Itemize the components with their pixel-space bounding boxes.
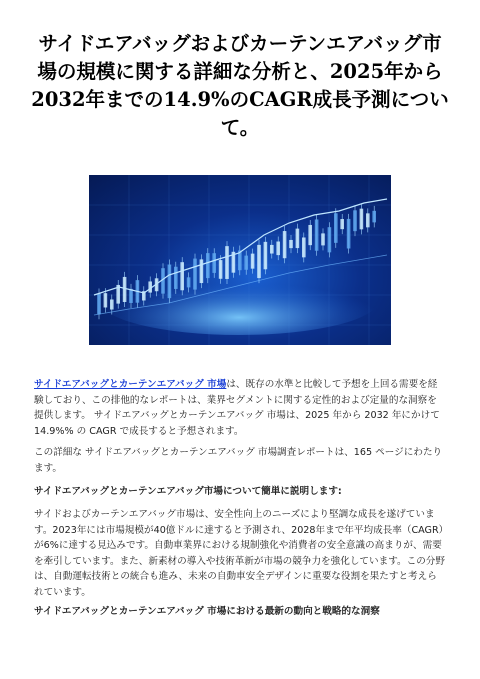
candle-body	[289, 240, 293, 248]
candle-body	[302, 237, 306, 257]
chart-illustration-svg	[89, 175, 391, 345]
pages-note-paragraph: この詳細な サイドエアバッグとカーテンエアバッグ 市場調査レポートは、165 ページにわたります。	[34, 447, 443, 474]
candle-body	[340, 219, 344, 229]
candle-body	[123, 277, 127, 302]
candle-body	[296, 229, 300, 248]
intro-paragraph	[34, 377, 446, 439]
candle-body	[366, 213, 370, 227]
candle-body	[180, 262, 184, 290]
candle-body	[219, 260, 223, 279]
candle-body	[347, 219, 351, 249]
candle-body	[360, 209, 364, 230]
candle-body	[174, 267, 178, 289]
candle-body	[244, 256, 248, 270]
overview-paragraph: サイドおよびカーテンエアバッグ市場は、安全性向上のニーズにより堅調な成長を遂げています。2023年には市場規模が40億ドルに達すると予測され、2028年まで年平均成長率（CAGR）が6%に達する見込みです。自動車業界における規制強化や消費者の安全意識の高まりが、需要を牽引しています。また、新素材の導入や技術革新が市場の競争力を強化しています。この分野は、自動運転技術との統合も進み、未来の自動車安全デザインに重要な役割を果たすと考えられています。	[34, 509, 445, 598]
candle-body	[315, 219, 319, 250]
candle-body	[193, 259, 197, 290]
candle-body	[97, 293, 101, 314]
candle-body	[129, 289, 133, 303]
candle-body	[321, 233, 325, 245]
trends-heading: サイドエアバッグとカーテンエアバッグ 市場における最新の動向と戦略的な洞察	[34, 606, 380, 617]
candle-body	[328, 227, 332, 252]
market-report-link[interactable]: サイドエアバッグとカーテンエアバッグ 市場	[34, 379, 227, 390]
candle-body	[110, 299, 114, 309]
candle-body	[257, 245, 261, 278]
candle-body	[168, 265, 172, 299]
candle-body	[206, 253, 210, 278]
candle-body	[372, 211, 376, 223]
candle-body	[225, 246, 229, 279]
intro-text: は、既存の水準と比較して予想を上回る需要を経験しており、この排他的なレポートは、業界セグメントに関する定性的および定量的な洞察を提供します。 サイドエアバッグとカーテンエアバッグ 市場は、2025 年から 2032 年にかけて 14.9%% の CAGR で成長すると予想されます。	[34, 379, 440, 437]
candle-body	[334, 213, 338, 243]
candle-body	[308, 225, 312, 245]
candle-body	[276, 242, 280, 256]
candle-body	[104, 293, 108, 307]
financial-chart-image	[89, 175, 391, 345]
candle-body	[270, 245, 274, 254]
candle-body	[264, 242, 268, 269]
candle-body	[353, 210, 357, 231]
glow-highlight	[99, 265, 379, 335]
candle-body	[200, 259, 204, 283]
candle-body	[187, 277, 191, 287]
overview-heading: サイドエアバッグとカーテンエアバッグ市場について簡単に説明します:	[34, 486, 342, 497]
candle-body	[251, 254, 255, 269]
page-title: サイドエアバッグおよびカーテンエアバッグ市場の規模に関する詳細な分析と、2025年から2032年までの14.9%のCAGR成長予測について。	[31, 32, 449, 139]
candle-body	[212, 253, 216, 273]
candle-body	[283, 231, 287, 258]
